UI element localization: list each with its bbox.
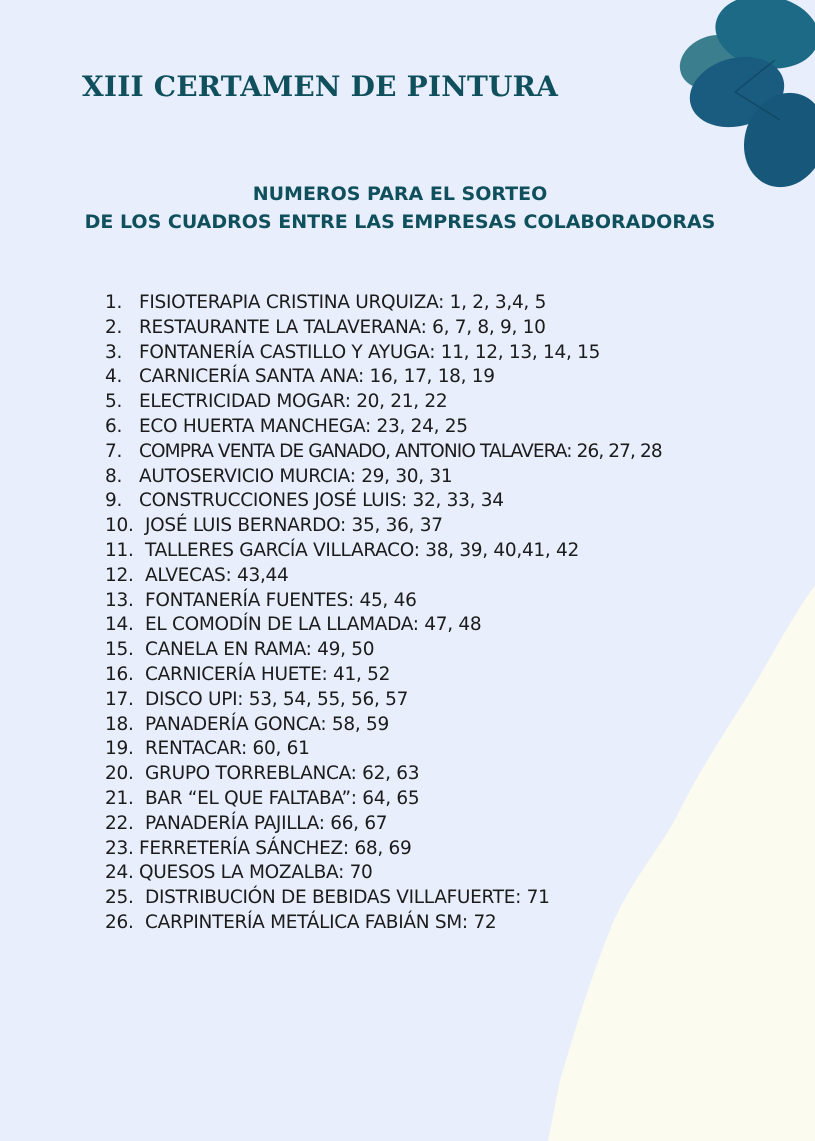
item-text: QUESOS LA MOZALBA: 70 — [139, 862, 373, 884]
sponsor-list — [105, 291, 662, 936]
item-text: FERRETERÍA SÁNCHEZ: 68, 69 — [139, 837, 412, 859]
subtitle-line-2: DE LOS CUADROS ENTRE LAS EMPRESAS COLABORADORAS — [84, 211, 716, 233]
list-item — [105, 539, 662, 564]
list-item — [105, 787, 662, 812]
list-item — [105, 564, 662, 589]
item-number: 25. — [105, 887, 134, 909]
item-text: GRUPO TORREBLANCA: 62, 63 — [145, 763, 420, 785]
item-text: CARNICERÍA SANTA ANA: 16, 17, 18, 19 — [139, 366, 495, 388]
item-text: PANADERÍA PAJILLA: 66, 67 — [145, 812, 388, 834]
list-item — [105, 589, 662, 614]
item-number: 6. — [105, 415, 123, 437]
list-item — [105, 886, 662, 911]
item-number: 8. — [105, 465, 123, 487]
item-text: CARPINTERÍA METÁLICA FABIÁN SM: 72 — [145, 911, 497, 933]
item-text: FONTANERÍA CASTILLO Y AYUGA: 11, 12, 13, 14, 15 — [139, 341, 601, 363]
item-number: 17. — [105, 688, 134, 710]
item-number: 21. — [105, 787, 134, 809]
item-text: AUTOSERVICIO MURCIA: 29, 30, 31 — [139, 465, 453, 487]
item-text: PANADERÍA GONCA: 58, 59 — [145, 713, 389, 735]
item-number: 1. — [105, 292, 123, 313]
item-text: EL COMODÍN DE LA LLAMADA: 47, 48 — [145, 614, 482, 636]
item-text: ALVECAS: 43,44 — [145, 564, 289, 586]
list-item — [105, 415, 662, 440]
item-text: FISIOTERAPIA CRISTINA URQUIZA: 1, 2, 3,4, 5 — [139, 292, 547, 313]
item-text: FONTANERÍA FUENTES: 45, 46 — [145, 589, 417, 611]
item-number: 24. — [105, 862, 134, 884]
item-text: RENTACAR: 60, 61 — [145, 738, 310, 760]
list-item — [105, 291, 662, 316]
list-item — [105, 812, 662, 837]
list-item — [105, 316, 662, 341]
item-number: 26. — [105, 911, 134, 933]
list-item — [105, 390, 662, 415]
item-text: TALLERES GARCÍA VILLARACO: 38, 39, 40,41, 42 — [145, 539, 579, 561]
item-text: COMPRA VENTA DE GANADO, ANTONIO TALAVERA: 26, 27, 28 — [139, 440, 662, 462]
item-number: 7. — [105, 440, 123, 462]
list-item — [105, 465, 662, 490]
item-number: 12. — [105, 564, 134, 586]
list-item — [105, 341, 662, 366]
item-number: 3. — [105, 341, 123, 363]
item-number: 5. — [105, 391, 123, 413]
item-number: 9. — [105, 490, 123, 512]
list-item — [105, 365, 662, 390]
item-number: 11. — [105, 539, 134, 561]
list-item — [105, 489, 662, 514]
list-item — [105, 737, 662, 762]
item-text: CANELA EN RAMA: 49, 50 — [145, 639, 375, 661]
list-item — [105, 613, 662, 638]
item-number: 13. — [105, 589, 134, 611]
item-number: 14. — [105, 614, 134, 636]
list-item — [105, 663, 662, 688]
list-item — [105, 762, 662, 787]
list-item — [105, 514, 662, 539]
list-item — [105, 713, 662, 738]
list-item — [105, 638, 662, 663]
list-item — [105, 861, 662, 886]
item-text: DISTRIBUCIÓN DE BEBIDAS VILLAFUERTE: 71 — [145, 887, 550, 909]
item-number: 4. — [105, 366, 123, 388]
list-item — [105, 688, 662, 713]
item-number: 22. — [105, 812, 134, 834]
item-number: 10. — [105, 515, 134, 537]
item-number: 16. — [105, 663, 134, 685]
page-title: XIII CERTAMEN DE PINTURA — [82, 70, 559, 103]
item-text: CONSTRUCCIONES JOSÉ LUIS: 32, 33, 34 — [139, 490, 504, 512]
item-text: ECO HUERTA MANCHEGA: 23, 24, 25 — [139, 415, 468, 437]
list-item — [105, 837, 662, 862]
item-text: BAR “EL QUE FALTABA”: 64, 65 — [145, 787, 420, 809]
list-item — [105, 911, 662, 936]
item-text: RESTAURANTE LA TALAVERANA: 6, 7, 8, 9, 10 — [139, 316, 546, 338]
item-number: 23. — [105, 837, 134, 859]
subtitle — [0, 180, 800, 236]
item-number: 2. — [105, 316, 123, 338]
list-item — [105, 440, 662, 465]
item-number: 18. — [105, 713, 134, 735]
item-text: JOSÉ LUIS BERNARDO: 35, 36, 37 — [145, 515, 443, 537]
item-number: 19. — [105, 738, 134, 760]
hydrangea-flower-icon — [675, 0, 815, 195]
item-text: ELECTRICIDAD MOGAR: 20, 21, 22 — [139, 391, 448, 413]
item-text: DISCO UPI: 53, 54, 55, 56, 57 — [145, 688, 409, 710]
item-number: 15. — [105, 639, 134, 661]
subtitle-line-1: NUMEROS PARA EL SORTEO — [252, 183, 548, 205]
item-number: 20. — [105, 763, 134, 785]
item-text: CARNICERÍA HUETE: 41, 52 — [145, 663, 391, 685]
